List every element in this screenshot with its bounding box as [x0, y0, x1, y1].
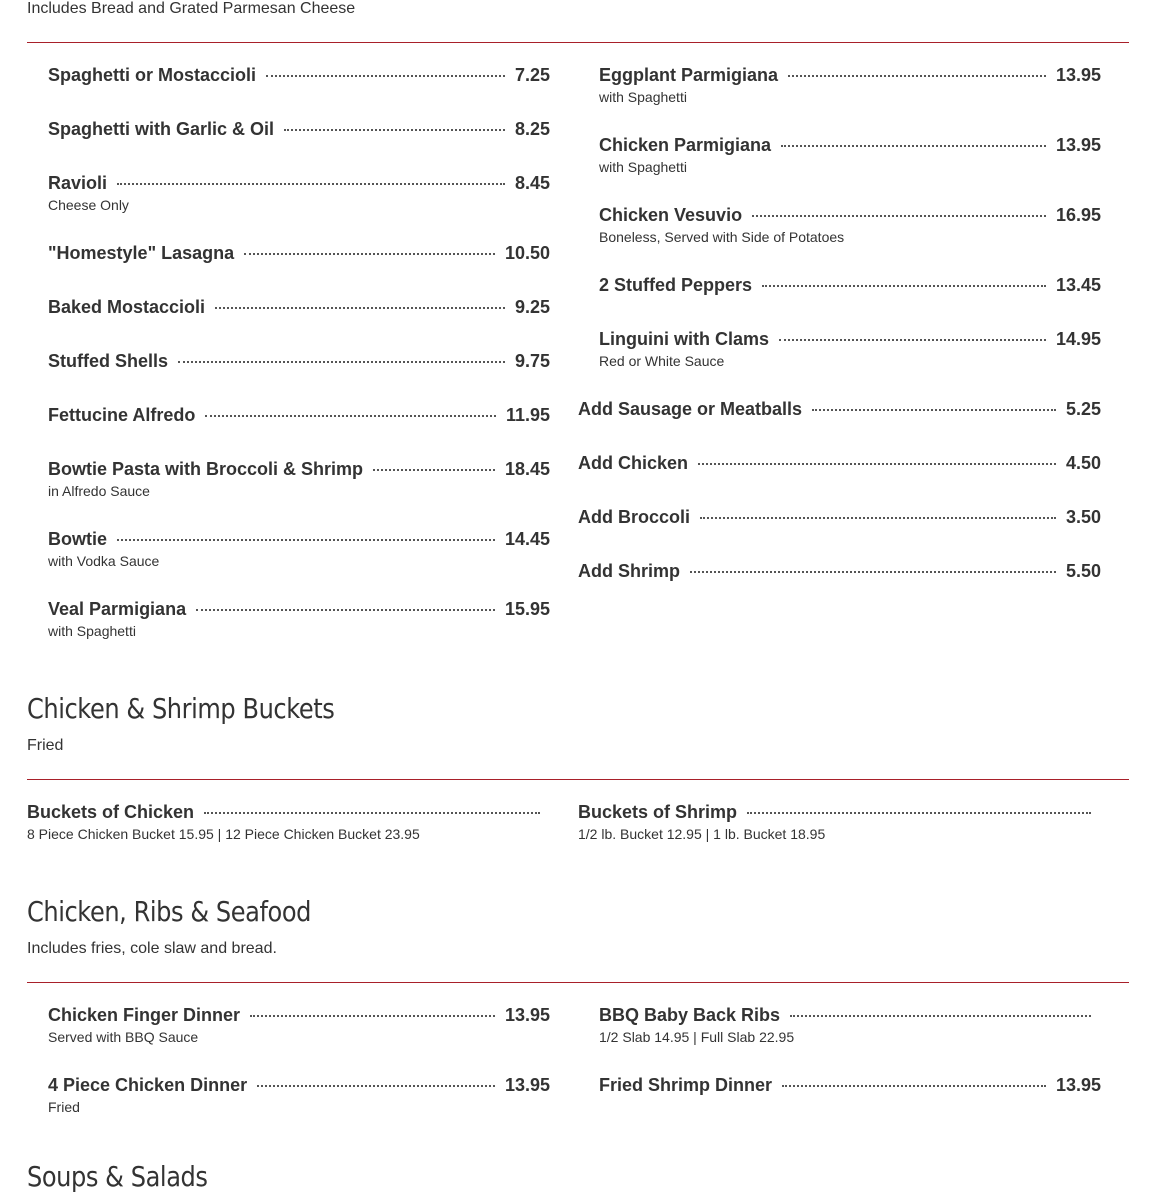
menu-item	[48, 116, 550, 142]
menu-item	[48, 402, 550, 428]
pasta-intro: Includes Bread and Grated Parmesan Cheese	[27, 0, 356, 17]
leader-dots	[284, 129, 505, 131]
menu-item	[48, 348, 550, 374]
item-name: Buckets of Shrimp	[578, 801, 738, 822]
menu-item	[599, 1072, 1101, 1098]
section-subtitle: Includes fries, cole slaw and bread.	[27, 940, 277, 957]
item-name: 2 Stuffed Peppers	[599, 274, 753, 295]
leader-dots	[117, 183, 505, 185]
leader-dots	[204, 812, 540, 814]
item-description: in Alfredo Sauce	[48, 483, 150, 499]
menu-item	[599, 272, 1101, 298]
item-name: Chicken Vesuvio	[599, 204, 743, 225]
item-name: Chicken Finger Dinner	[48, 1004, 241, 1025]
item-name: Stuffed Shells	[48, 350, 169, 371]
section-title: Chicken & Shrimp Buckets	[27, 692, 335, 725]
item-price: 10.50	[504, 242, 550, 263]
menu-item	[48, 294, 550, 320]
item-price: 15.95	[504, 598, 550, 619]
menu-item	[48, 456, 550, 500]
leader-dots	[266, 75, 505, 77]
item-price: 14.45	[504, 528, 550, 549]
leader-dots	[257, 1085, 495, 1087]
item-name: Linguini with Clams	[599, 328, 769, 349]
item-description: 1/2 lb. Bucket 12.95 | 1 lb. Bucket 18.95	[578, 826, 826, 842]
leader-dots	[373, 469, 495, 471]
item-name: Baked Mostaccioli	[48, 296, 206, 317]
item-price: 13.95	[504, 1074, 550, 1095]
item-name: "Homestyle" Lasagna	[48, 242, 235, 263]
menu-item	[27, 799, 540, 843]
item-price: 16.95	[1055, 204, 1101, 225]
leader-dots	[196, 609, 495, 611]
divider	[27, 42, 1129, 43]
menu-item	[48, 170, 550, 214]
item-name: Spaghetti or Mostaccioli	[48, 64, 257, 85]
leader-dots	[782, 1085, 1046, 1087]
addon-name: Add Sausage or Meatballs	[578, 398, 803, 419]
menu-item	[48, 1072, 550, 1116]
item-name: Veal Parmigiana	[48, 598, 187, 619]
leader-dots	[244, 253, 495, 255]
leader-dots	[812, 409, 1056, 411]
addon-name: Add Chicken	[578, 452, 689, 473]
divider	[27, 779, 1129, 780]
menu-item	[48, 526, 550, 570]
menu-item	[599, 1002, 1091, 1046]
item-price: 13.95	[1055, 134, 1101, 155]
leader-dots	[788, 75, 1046, 77]
item-description: 8 Piece Chicken Bucket 15.95 | 12 Piece Chicken Bucket 23.95	[27, 826, 420, 842]
leader-dots	[698, 463, 1056, 465]
leader-dots	[752, 215, 1046, 217]
item-description: Red or White Sauce	[599, 353, 725, 369]
menu-item	[599, 202, 1101, 246]
leader-dots	[781, 145, 1046, 147]
item-name: Bowtie Pasta with Broccoli & Shrimp	[48, 458, 364, 479]
item-price: 13.95	[504, 1004, 550, 1025]
addon-price: 5.50	[1065, 560, 1101, 581]
item-name: Eggplant Parmigiana	[599, 64, 779, 85]
menu-item	[48, 240, 550, 266]
item-description: 1/2 Slab 14.95 | Full Slab 22.95	[599, 1029, 795, 1045]
item-description: with Spaghetti	[48, 623, 136, 639]
leader-dots	[250, 1015, 495, 1017]
addon-item	[578, 396, 1101, 422]
leader-dots	[178, 361, 505, 363]
addon-price: 5.25	[1065, 398, 1101, 419]
item-description: Boneless, Served with Side of Potatoes	[599, 229, 845, 245]
leader-dots	[747, 812, 1091, 814]
item-description: with Spaghetti	[599, 89, 687, 105]
item-price: 13.45	[1055, 274, 1101, 295]
item-name: Fried Shrimp Dinner	[599, 1074, 773, 1095]
item-price: 7.25	[514, 64, 550, 85]
leader-dots	[700, 517, 1056, 519]
item-price: 8.25	[514, 118, 550, 139]
leader-dots	[790, 1015, 1091, 1017]
leader-dots	[205, 415, 496, 417]
item-description: with Vodka Sauce	[48, 553, 160, 569]
item-description: Served with BBQ Sauce	[48, 1029, 199, 1045]
item-description: with Spaghetti	[599, 159, 687, 175]
item-name: Spaghetti with Garlic & Oil	[48, 118, 275, 139]
addon-name: Add Broccoli	[578, 506, 691, 527]
item-price: 11.95	[505, 404, 550, 425]
item-name: BBQ Baby Back Ribs	[599, 1004, 781, 1025]
item-name: Fettucine Alfredo	[48, 404, 196, 425]
item-name: Bowtie	[48, 528, 108, 549]
addon-item	[578, 504, 1101, 530]
section-subtitle: Fried	[27, 737, 64, 754]
section-title: Chicken, Ribs & Seafood	[27, 895, 312, 928]
section-title: Soups & Salads	[27, 1160, 208, 1193]
addon-price: 4.50	[1065, 452, 1101, 473]
item-price: 14.95	[1055, 328, 1101, 349]
leader-dots	[690, 571, 1056, 573]
item-name: Ravioli	[48, 172, 108, 193]
item-price: 18.45	[504, 458, 550, 479]
addon-item	[578, 558, 1101, 584]
divider	[27, 982, 1129, 983]
item-name: Buckets of Chicken	[27, 801, 195, 822]
leader-dots	[762, 285, 1046, 287]
leader-dots	[117, 539, 495, 541]
menu-item	[48, 1002, 550, 1046]
item-price: 13.95	[1055, 1074, 1101, 1095]
item-description: Fried	[48, 1099, 80, 1115]
item-price: 8.45	[514, 172, 550, 193]
addon-name: Add Shrimp	[578, 560, 680, 581]
menu-item	[599, 62, 1101, 106]
item-price: 9.25	[514, 296, 550, 317]
item-name: 4 Piece Chicken Dinner	[48, 1074, 248, 1095]
menu-item	[48, 62, 550, 88]
item-price: 13.95	[1055, 64, 1101, 85]
item-price: 9.75	[514, 350, 550, 371]
leader-dots	[779, 339, 1046, 341]
item-description: Cheese Only	[48, 197, 129, 213]
addon-item	[578, 450, 1101, 476]
menu-item	[48, 596, 550, 640]
item-name: Chicken Parmigiana	[599, 134, 772, 155]
menu-item	[599, 326, 1101, 370]
menu-item	[599, 132, 1101, 176]
addon-price: 3.50	[1065, 506, 1101, 527]
leader-dots	[215, 307, 505, 309]
menu-item	[578, 799, 1091, 843]
